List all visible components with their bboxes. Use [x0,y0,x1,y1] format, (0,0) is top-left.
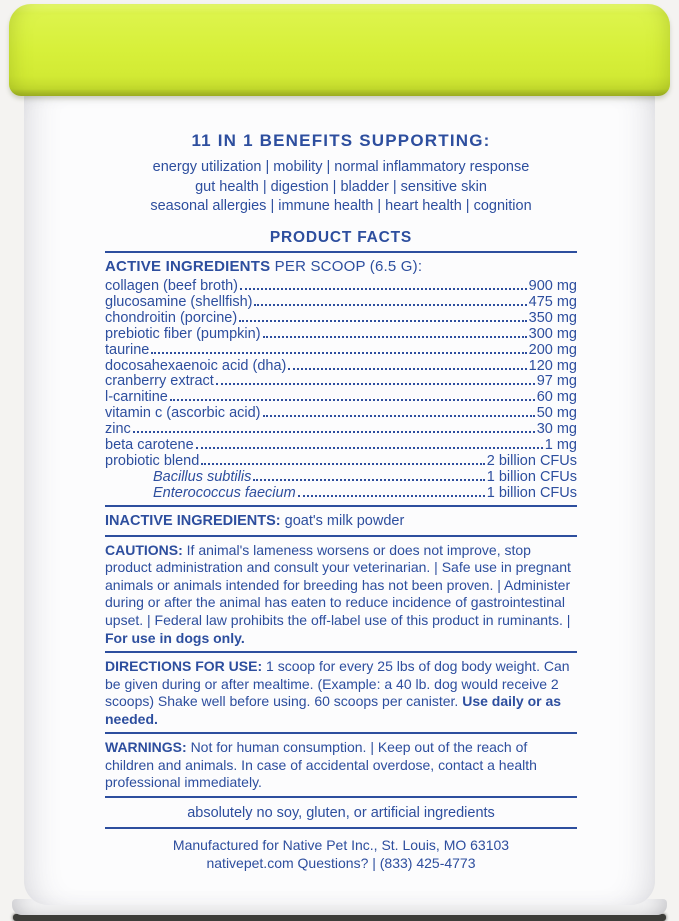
directions-bold-tail: Use daily or as needed. [105,693,562,727]
canister-lid [9,4,670,96]
cautions-text: If animal's lameness worsens or does not improve, stop product administration and consult your veterinarian. | Safe use in pregnant animals or animals intended for breeding has not been proven. | Administer during or after the animal has eaten to reduce incidence of gastrointestinal upset. | Federal law prohibits the off-label use of this product in ruminants. | [105,541,571,628]
warnings-paragraph [105,739,577,792]
ingredient-name: cranberry extract [105,373,214,390]
dot-leader [288,368,526,370]
dot-leader [151,352,526,354]
divider [105,827,577,829]
inactive-ingredients [105,512,577,530]
ingredient-row [105,327,577,343]
dot-leader [196,447,543,449]
ingredient-value: 200 mg [528,341,577,358]
ingredient-row [105,359,577,375]
benefits-title: 11 IN 1 BENEFITS SUPPORTING: [191,131,491,150]
ingredient-row [105,279,577,295]
ingredient-row [105,295,577,311]
ingredient-value: 475 mg [528,294,577,311]
directions-text: 1 scoop for every 25 lbs of dog body weight. Can be given during or after mealtime. (Example: a 40 lb. dog would receive 2 scoops) Shake well before using. 60 scoops per canister. [105,658,570,710]
ingredient-row [105,454,577,470]
ingredient-value: 1 mg [544,436,577,453]
ingredient-name: chondroitin (porcine) [105,309,238,326]
ingredient-name: probiotic blend [105,452,200,469]
ingredient-name: beta carotene [105,436,194,453]
ingredient-name: taurine [105,341,150,358]
ingredient-value: 2 billion CFUs [486,452,577,469]
divider [105,505,577,507]
inactive-label: INACTIVE INGREDIENTS: [105,513,281,530]
ingredient-value: 60 mg [536,389,577,406]
warnings-text: Not for human consumption. | Keep out of the reach of children and animals. In case of accidental overdose, contact a health professional immediately. [105,739,537,791]
dot-leader [216,383,535,385]
ingredient-value: 50 mg [536,405,577,422]
dot-leader [239,320,526,322]
ingredient-value: 900 mg [528,278,577,295]
contact-line: nativepet.com Questions? | (833) 425-4773 [206,855,476,872]
benefit-line: seasonal allergies | immune health | heart health | cognition [150,197,532,214]
ingredient-name: Enterococcus faecium [153,484,296,501]
ingredient-row [105,311,577,327]
dot-leader [263,336,527,338]
ingredient-name: docosahexaenoic acid (dha) [105,357,287,374]
ingredient-value: 350 mg [528,309,577,326]
cautions-bold-tail: For use in dogs only. [105,629,245,646]
warnings-label: WARNINGS: [105,739,187,756]
ingredient-name: glucosamine (shellfish) [105,294,253,311]
manufacturer-line: Manufactured for Native Pet Inc., St. Louis, MO 63103 [172,837,510,854]
ingredient-value: 97 mg [536,373,577,390]
ingredient-row [105,422,577,438]
dot-leader [170,399,535,401]
ingredient-name: l-carnitine [105,389,168,406]
ingredient-value: 120 mg [528,357,577,374]
active-ingredients-label: ACTIVE INGREDIENTS [105,258,271,276]
ingredient-value: 300 mg [528,325,577,342]
product-label [105,130,577,873]
dot-leader [240,288,527,290]
dot-leader [263,415,535,417]
ingredient-name: vitamin c (ascorbic acid) [105,405,261,422]
active-ingredients-suffix: PER SCOOP (6.5 G): [274,258,423,276]
ingredient-name: collagen (beef broth) [105,278,238,295]
claims-line: absolutely no soy, gluten, or artificial ingredients [187,805,495,822]
active-ingredients-heading [105,258,577,277]
canister-body [24,90,655,905]
floor-shadow [13,914,666,921]
directions-paragraph [105,658,577,728]
ingredient-value: 1 billion CFUs [486,484,577,501]
directions-label: DIRECTIONS FOR USE: [105,658,263,675]
dot-leader [201,463,484,465]
ingredient-name: Bacillus subtilis [153,468,252,485]
divider [105,535,577,537]
ingredient-name: prebiotic fiber (pumpkin) [105,325,261,342]
ingredient-row [105,374,577,390]
ingredient-row [105,438,577,454]
ingredient-value: 30 mg [536,421,577,438]
divider [105,796,577,798]
cautions-label: CAUTIONS: [105,541,183,558]
manufacturer-info [105,836,577,872]
divider [105,732,577,734]
ingredient-name: zinc [105,421,131,438]
ingredient-row [105,343,577,359]
dot-leader [298,495,485,497]
ingredient-row [105,390,577,406]
ingredient-row-sub [105,470,577,486]
product-facts-title: PRODUCT FACTS [269,228,413,246]
benefit-line: energy utilization | mobility | normal inflammatory response [152,159,530,176]
cautions-paragraph [105,542,577,647]
ingredient-row [105,406,577,422]
benefit-line: gut health | digestion | bladder | sensitive skin [195,178,487,195]
divider [105,251,577,253]
ingredient-value: 1 billion CFUs [486,468,577,485]
ingredient-row-sub [105,486,577,502]
dot-leader [253,479,484,481]
dot-leader [254,304,526,306]
divider [105,651,577,653]
inactive-value: goat's milk powder [284,513,405,530]
dot-leader [133,431,535,433]
